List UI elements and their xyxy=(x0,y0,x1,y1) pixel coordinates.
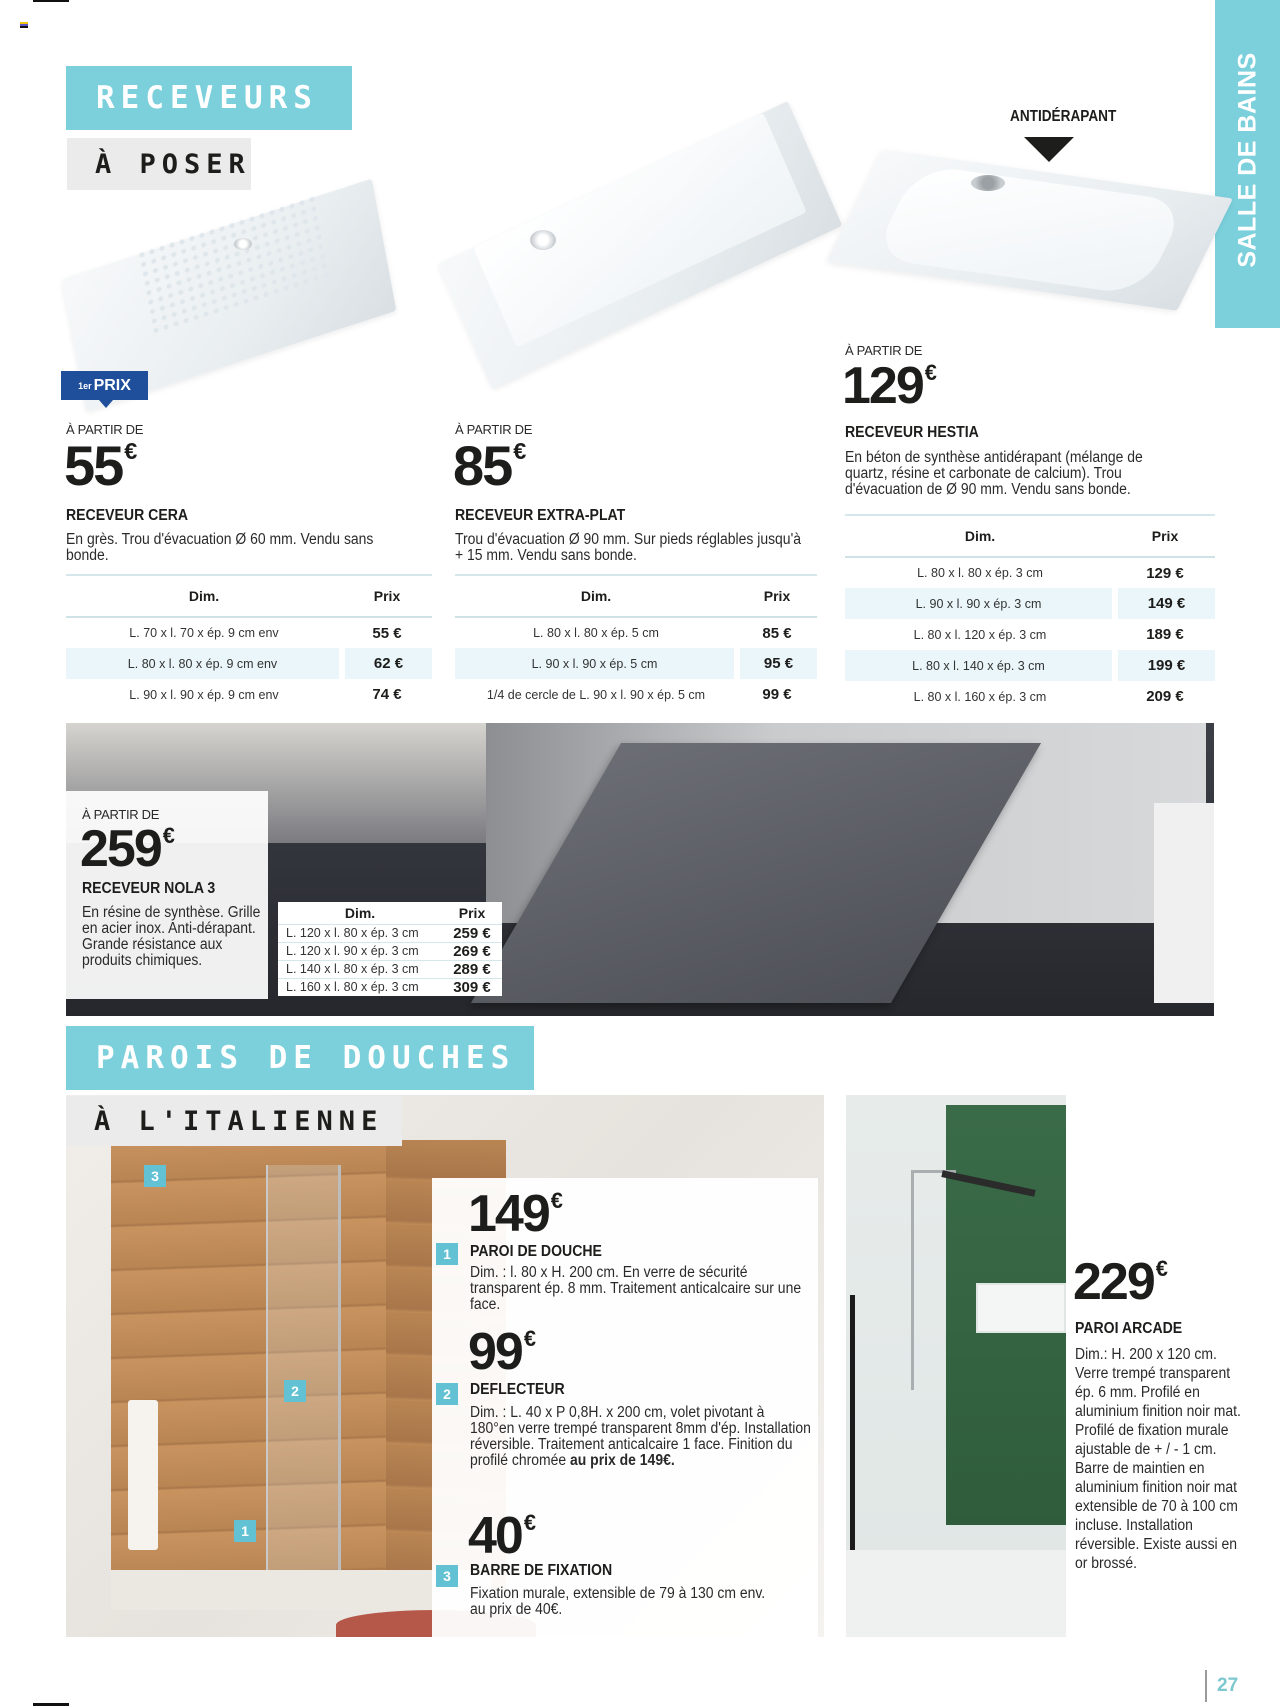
table-header-prix: Prix xyxy=(342,575,432,617)
hestia-from-label: À PARTIR DE xyxy=(845,343,923,358)
nola-name: RECEVEUR NOLA 3 xyxy=(82,880,216,897)
section-side-tab xyxy=(1215,0,1280,328)
photo-marker-1: 1 xyxy=(234,1520,256,1542)
hestia-price-currency: € xyxy=(924,359,937,385)
hestia-price-value: 129 xyxy=(842,357,923,415)
deflecteur-price xyxy=(468,1323,536,1381)
hestia-description: En béton de synthèse antidérapant (mélange de quartz, résine et carbonate de calcium). Trou d'évacuation de Ø 90 mm. Vendu sans bonde. xyxy=(845,449,1143,498)
cera-name: RECEVEUR CERA xyxy=(66,507,189,524)
crop-mark-bottom xyxy=(33,1703,69,1706)
nola-from-label: À PARTIR DE xyxy=(82,807,160,822)
nola-info-card xyxy=(66,791,268,999)
table-cell-prix: 129 € xyxy=(1146,564,1184,582)
hestia-name: RECEVEUR HESTIA xyxy=(845,424,979,441)
table-row xyxy=(455,648,817,679)
heading-a-litalienne: À L'ITALIENNE xyxy=(66,1096,402,1146)
extra-plat-from-label: À PARTIR DE xyxy=(455,422,533,437)
extra-plat-name: RECEVEUR EXTRA-PLAT xyxy=(455,507,626,524)
paroi-arcade-photo xyxy=(846,1095,1066,1637)
barre-fixation-price xyxy=(468,1507,536,1565)
deflecteur-price-value: 99 xyxy=(468,1323,522,1381)
table-header-dim: Dim. xyxy=(66,575,342,617)
photo-marker-3: 3 xyxy=(144,1165,166,1187)
table-cell-dim: L. 90 x l. 90 x ép. 9 cm env xyxy=(129,687,279,702)
table-header-prix: Prix xyxy=(1115,515,1215,557)
table-cell-dim: L. 80 x l. 80 x ép. 3 cm xyxy=(917,566,1043,580)
table-cell-dim: 1/4 de cercle de L. 90 x l. 90 x ép. 5 cm xyxy=(486,687,706,702)
table-cell-prix: 259 € xyxy=(442,924,502,942)
table-cell-prix: 269 € xyxy=(442,942,502,960)
item-number-2: 2 xyxy=(436,1383,458,1405)
paroi-douche-price xyxy=(468,1185,563,1243)
cera-price-value: 55 xyxy=(64,434,123,497)
barre-fixation-description: Fixation murale, extensible de 79 à 130 cm env. au prix de 40€. xyxy=(470,1585,766,1618)
deflecteur-description-price: au prix de 149€. xyxy=(570,1452,675,1469)
deflecteur-name: DEFLECTEUR xyxy=(470,1381,565,1398)
arcade-name: PAROI ARCADE xyxy=(1075,1320,1183,1337)
crop-mark-top xyxy=(33,0,69,2)
nola-price-currency: € xyxy=(162,822,175,848)
table-cell-dim: L. 80 x l. 160 x ép. 3 cm xyxy=(913,689,1047,704)
table-header-prix: Prix xyxy=(458,904,486,921)
paroi-douche-price-value: 149 xyxy=(468,1185,549,1243)
extra-plat-description: Trou d'évacuation Ø 90 mm. Sur pieds réglables jusqu'à + 15 mm. Vendu sans bonde. xyxy=(455,531,801,564)
table-cell-dim: L. 120 x l. 80 x ép. 3 cm xyxy=(278,924,442,942)
table-cell-dim: L. 70 x l. 70 x ép. 9 cm env xyxy=(129,626,279,640)
first-price-badge-sup: 1er xyxy=(78,380,92,391)
table-row xyxy=(455,617,817,648)
table-cell-dim: L. 80 x l. 120 x ép. 3 cm xyxy=(913,627,1047,642)
heading-a-poser: À POSER xyxy=(67,138,251,190)
paroi-douche-price-currency: € xyxy=(550,1187,563,1213)
barre-fixation-name: BARRE DE FIXATION xyxy=(470,1562,613,1579)
table-header-prix: Prix xyxy=(737,575,817,617)
hestia-price xyxy=(842,357,937,415)
table-cell-dim: L. 140 x l. 80 x ép. 3 cm xyxy=(278,960,442,978)
table-row xyxy=(845,650,1215,681)
paroi-douche-name: PAROI DE DOUCHE xyxy=(470,1243,602,1260)
table-cell-prix: 199 € xyxy=(1115,650,1215,681)
arcade-price-value: 229 xyxy=(1073,1253,1154,1311)
table-row xyxy=(278,978,502,996)
arcade-description: Dim.: H. 200 x 120 cm. Verre trempé transparent ép. 6 mm. Profilé en aluminium finition noir mat. Profilé de fixation murale ajustable de + / - 1 cm. Barre de maintien en aluminium finition noir mat extensible de 70 à 100 cm incluse. Installation réversible. Existe aussi en or brossé. xyxy=(1075,1346,1241,1572)
barre-fixation-price-value: 40 xyxy=(468,1507,522,1565)
hestia-table xyxy=(845,514,1215,712)
paroi-douche-description: Dim. : l. 80 x H. 200 cm. En verre de sécurité transparent ép. 8 mm. Traitement anticalcaire sur une face. xyxy=(470,1264,802,1313)
nola-price-value: 259 xyxy=(80,820,161,878)
table-cell-dim: L. 90 x l. 90 x ép. 3 cm xyxy=(845,588,1115,619)
paroi-info-card xyxy=(432,1178,818,1637)
table-header-dim: Dim. xyxy=(845,515,1115,557)
extra-plat-table xyxy=(455,574,817,710)
table-row xyxy=(278,960,502,978)
photo-marker-2: 2 xyxy=(284,1380,306,1402)
table-row xyxy=(455,679,817,710)
table-row xyxy=(845,557,1215,588)
table-cell-prix: 85 € xyxy=(762,624,792,642)
table-row xyxy=(66,648,432,679)
table-cell-prix: 289 € xyxy=(442,960,502,978)
cera-table xyxy=(66,574,432,710)
cera-from-label: À PARTIR DE xyxy=(66,422,144,437)
table-cell-prix: 209 € xyxy=(1146,688,1184,705)
table-cell-dim: L. 80 x l. 80 x ép. 9 cm env xyxy=(66,648,342,679)
table-cell-prix: 189 € xyxy=(1146,626,1184,643)
extra-plat-price xyxy=(453,434,527,497)
arcade-price-currency: € xyxy=(1155,1255,1168,1281)
barre-fixation-price-currency: € xyxy=(523,1509,536,1535)
receveur-hestia-image xyxy=(835,150,1215,330)
table-row xyxy=(66,617,432,648)
nola-price xyxy=(80,820,175,878)
cera-price-currency: € xyxy=(124,437,138,464)
section-side-tab-label: SALLE DE BAINS xyxy=(1233,52,1261,268)
first-price-badge-label: PRIX xyxy=(93,376,131,394)
deflecteur-description xyxy=(470,1405,812,1469)
arcade-price xyxy=(1073,1253,1168,1311)
nola-description: En résine de synthèse. Grille en acier inox. Anti-dérapant. Grande résistance aux produits chimiques. xyxy=(82,904,261,969)
print-color-bar xyxy=(20,22,28,29)
table-cell-prix: 74 € xyxy=(372,686,402,703)
table-header-dim: Dim. xyxy=(455,575,737,617)
deflecteur-price-currency: € xyxy=(523,1325,536,1351)
table-cell-dim: L. 160 x l. 80 x ép. 3 cm xyxy=(278,978,442,996)
item-number-1: 1 xyxy=(436,1243,458,1265)
table-row xyxy=(66,679,432,710)
page-number: 27 xyxy=(1205,1670,1245,1702)
heading-parois-de-douches: PAROIS DE DOUCHES xyxy=(66,1026,534,1090)
table-cell-prix: 62 € xyxy=(342,648,432,679)
deflecteur-description-text: Dim. : L. 40 x P 0,8H. x 200 cm, volet pivotant à 180°en verre trempé transparent 8mm d'ép. Installation réversible. Traitement anticalcaire 1 face. Finition du profilé chromée xyxy=(470,1404,811,1469)
table-cell-prix: 95 € xyxy=(737,648,817,679)
heading-receveurs: RECEVEURS xyxy=(66,66,352,130)
antiderapant-label: ANTIDÉRAPANT xyxy=(1010,108,1117,125)
nola-table xyxy=(278,902,502,996)
table-cell-dim: L. 80 x l. 80 x ép. 5 cm xyxy=(533,626,659,640)
table-row xyxy=(845,681,1215,712)
table-header-dim: Dim. xyxy=(344,904,376,921)
table-cell-prix: 149 € xyxy=(1115,588,1215,619)
extra-plat-price-currency: € xyxy=(513,437,527,464)
table-row xyxy=(278,942,502,960)
table-cell-dim: L. 80 x l. 140 x ép. 3 cm xyxy=(845,650,1115,681)
first-price-badge xyxy=(61,371,148,400)
table-cell-dim: L. 120 x l. 90 x ép. 3 cm xyxy=(278,942,442,960)
item-number-3: 3 xyxy=(436,1565,458,1587)
table-row xyxy=(845,619,1215,650)
table-cell-prix: 55 € xyxy=(372,624,402,642)
table-row xyxy=(845,588,1215,619)
receveur-extra-plat-image xyxy=(455,130,825,360)
table-row xyxy=(278,924,502,942)
cera-price xyxy=(64,434,138,497)
extra-plat-price-value: 85 xyxy=(453,434,512,497)
receveur-cera-image xyxy=(64,200,394,390)
table-cell-prix: 99 € xyxy=(762,686,792,703)
table-cell-dim: L. 90 x l. 90 x ép. 5 cm xyxy=(455,648,737,679)
cera-description: En grès. Trou d'évacuation Ø 60 mm. Vendu sans bonde. xyxy=(66,531,374,564)
table-cell-prix: 309 € xyxy=(442,978,502,996)
